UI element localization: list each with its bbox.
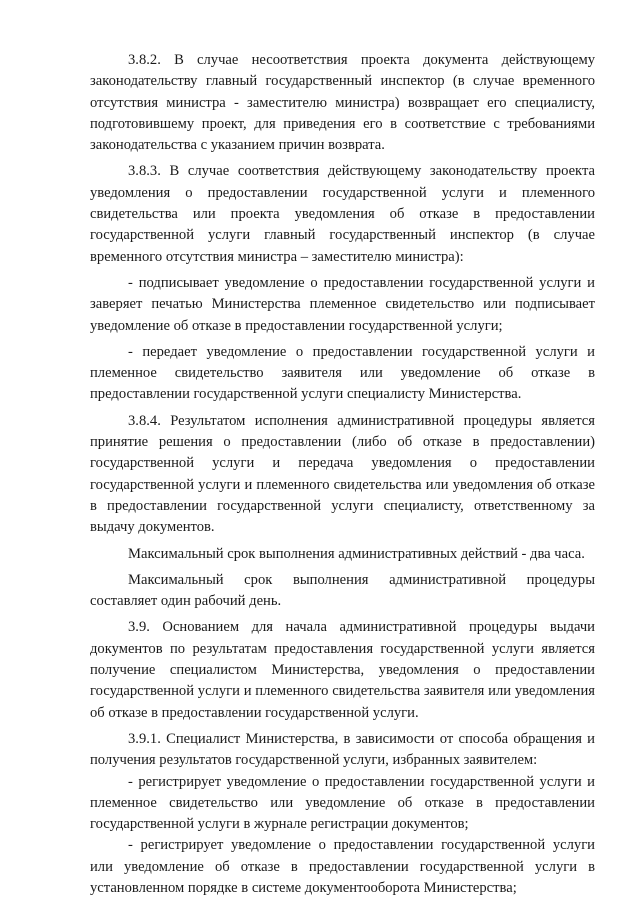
paragraph-max-time-actions: Максимальный срок выполнения административных действий - два часа. bbox=[128, 545, 585, 562]
paragraph-3-9: 3.9. Основанием для начала административной процедуры выдачи документов по результатам предоставления государственной услуги является получение специалистом Министерства, уведомления о предоставлении государственной услуги и племенного свидетельства заявителя или уведомления об отказе в предоставлении государственной услуги. bbox=[90, 619, 595, 721]
paragraph-3-8-2: 3.8.2. В случае несоответствия проекта документа действующему законодательству главный государственный инспектор (в случае временного отсутствия министра - заместителю министра) возвращает его специалисту, подготовившему проект, для приведения его в соответствие с требованиями законодательства с указанием причин возврата. bbox=[90, 52, 595, 154]
paragraph-transfers-notice: - передает уведомление о предоставлении государственной услуги и племенное свидетельство заявителя или уведомление об отказе в предоставлении государственной услуги специалисту Министерства. bbox=[90, 343, 595, 403]
paragraph-signs-notice: - подписывает уведомление о предоставлении государственной услуги и заверяет печатью Министерства племенное свидетельство или подписывает уведомление об отказе в предоставлении государственной услуги; bbox=[90, 274, 595, 334]
paragraph-registers-journal: - регистрирует уведомление о предоставлении государственной услуги и племенное свидетельство или уведомление об отказе в предоставлении государственной услуги в журнале регистрации документов; bbox=[90, 773, 595, 833]
paragraph-3-8-4: 3.8.4. Результатом исполнения административной процедуры является принятие решения о предоставлении (либо об отказе в предоставлении) государственной услуги и передача уведомления о предоставлении государственной услуги и племенного свидетельства или уведомления об отказе в предоставлении государственной услуги специалисту, ответственному за выдачу документов. bbox=[90, 412, 595, 536]
paragraph-3-8-3: 3.8.3. В случае соответствия действующему законодательству проекта уведомления о предоставлении государственной услуги и племенного свидетельства или проекта уведомления об отказе в предоставлении государственной услуги главный государственный инспектор (в случае временного отсутствия министра – заместителю министра): bbox=[90, 163, 595, 265]
paragraph-registers-docflow: - регистрирует уведомление о предоставлении государственной услуги или уведомление об отказе в предоставлении государственной услуги в установленном порядке в системе документооборота Министерства; bbox=[90, 837, 595, 896]
paragraph-3-9-1: 3.9.1. Специалист Министерства, в зависимости от способа обращения и получения результатов государственной услуги, избранных заявителем: bbox=[90, 730, 595, 769]
document-page bbox=[90, 50, 595, 899]
paragraph-max-time-procedure: Максимальный срок выполнения административной процедуры составляет один рабочий день. bbox=[90, 571, 595, 610]
